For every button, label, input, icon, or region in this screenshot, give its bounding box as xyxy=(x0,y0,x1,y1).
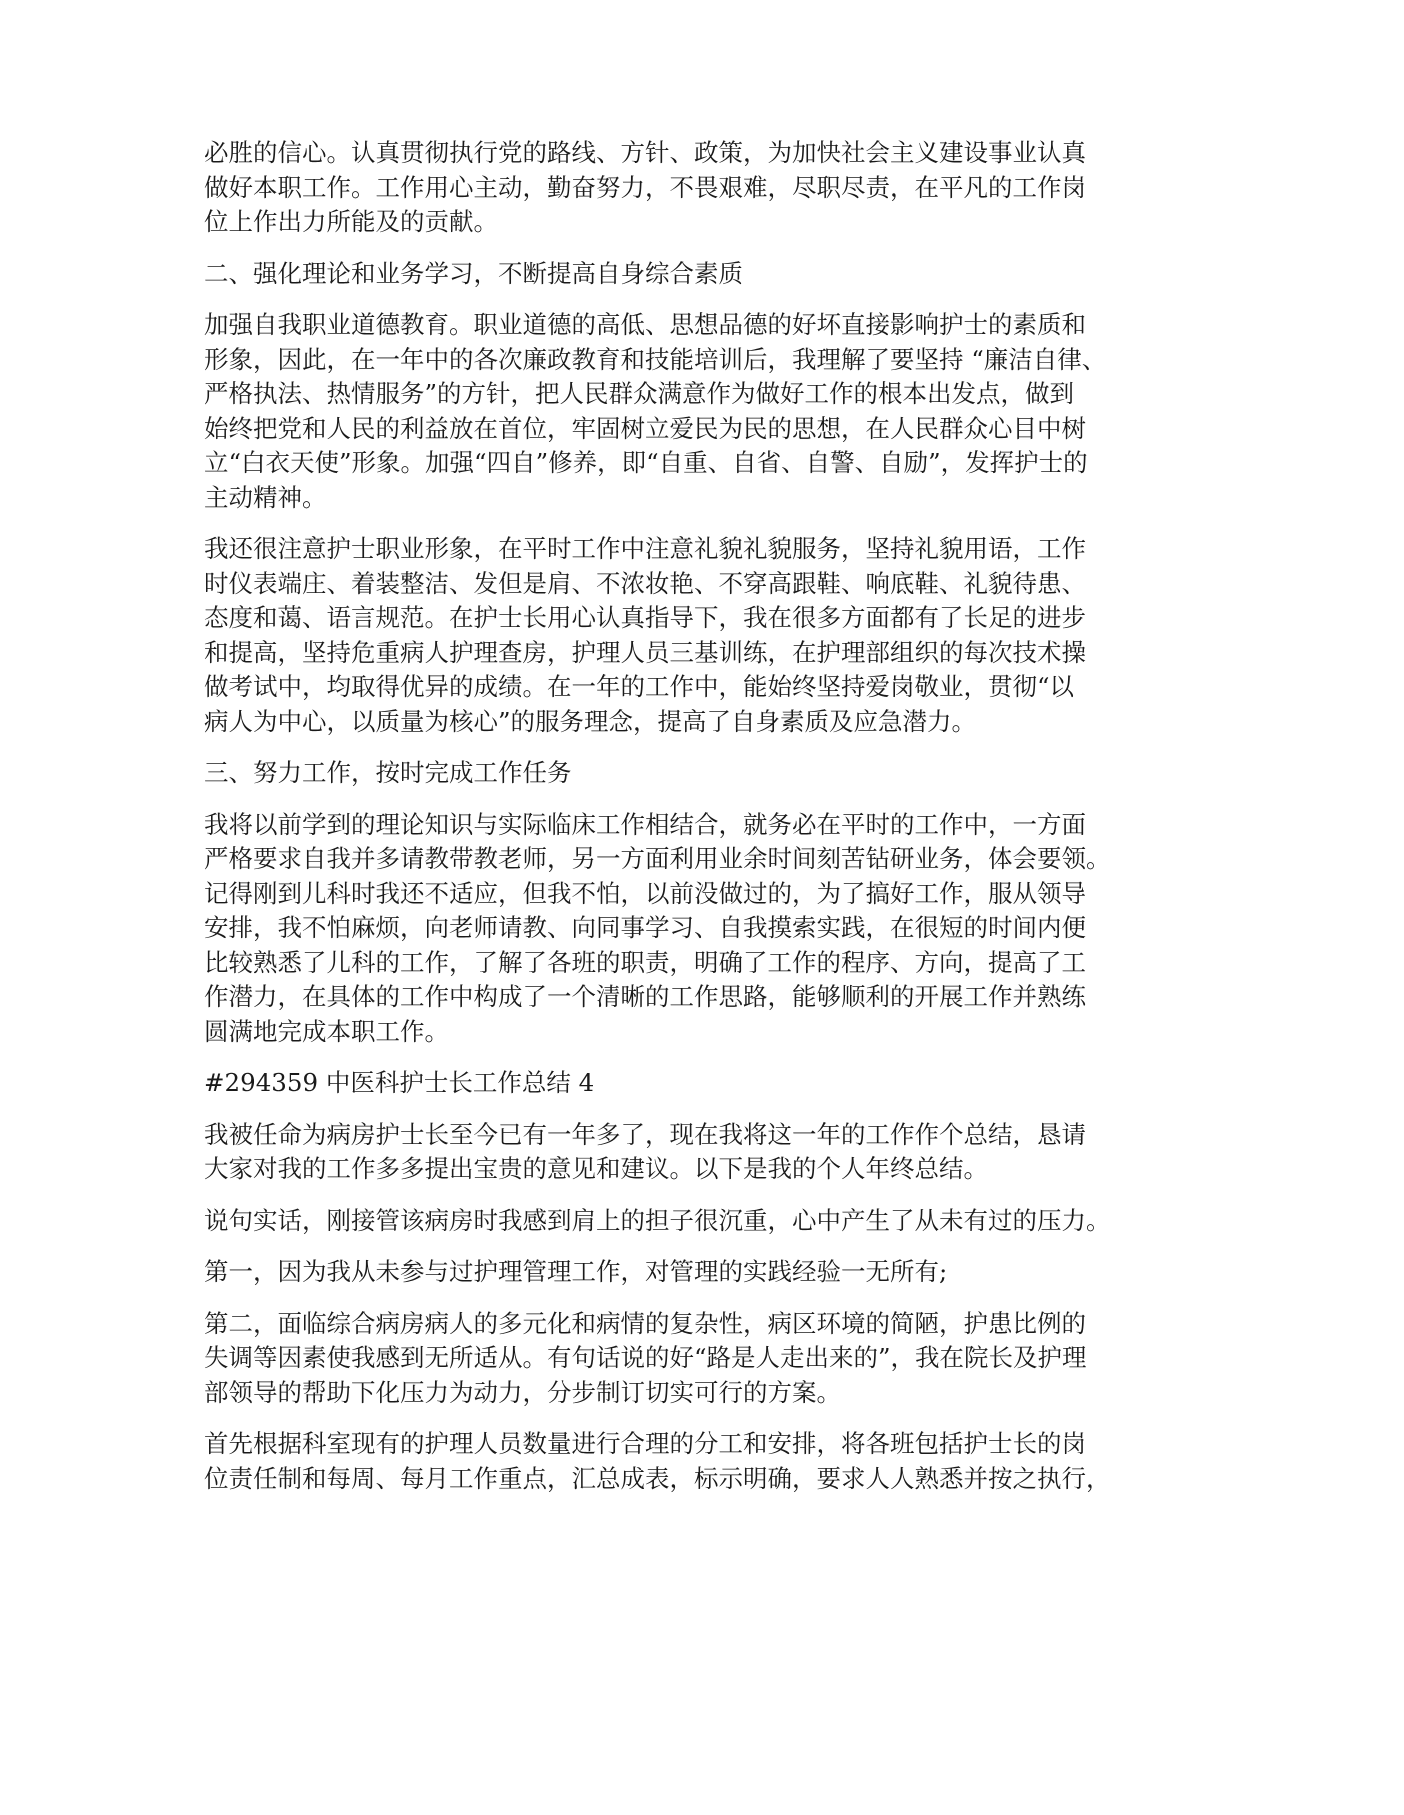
text-line: 严格执法、热情服务”的方针，把人民群众满意作为做好工作的根本出发点，做到 xyxy=(204,379,1075,408)
text-line: 第二，面临综合病房病人的多元化和病情的复杂性，病区环境的简陋，护患比例的 xyxy=(204,1308,1086,1338)
text-line: 做考试中，均取得优异的成绩。在一年的工作中，能始终坚持爱岗敬业，贯彻“以 xyxy=(204,672,1075,701)
document-body xyxy=(204,136,1284,1513)
paragraph xyxy=(204,808,1284,1050)
text-line: 加强自我职业道德教育。职业道德的高低、思想品德的好坏直接影响护士的素质和 xyxy=(204,310,1086,339)
text-line: 失调等因素使我感到无所适从。有句话说的好“路是人走出来的”，我在院长及护理 xyxy=(204,1343,1087,1372)
text-line: 首先根据科室现有的护理人员数量进行合理的分工和安排，将各班包括护士长的岗 xyxy=(204,1429,1086,1458)
text-line: 位上作出力所能及的贡献。 xyxy=(204,207,498,236)
text-line: 三、努力工作，按时完成工作任务 xyxy=(204,758,572,787)
paragraph xyxy=(204,308,1284,515)
text-line: 形象，因此，在一年中的各次廉政教育和技能培训后，我理解了要坚持 “廉洁自律、 xyxy=(204,344,1107,374)
paragraph xyxy=(204,1118,1284,1187)
text-line: 二、强化理论和业务学习，不断提高自身综合素质 xyxy=(204,258,743,288)
text-line: 态度和蔼、语言规范。在护士长用心认真指导下，我在很多方面都有了长足的进步 xyxy=(204,603,1086,632)
text-line: 位责任制和每周、每月工作重点，汇总成表，标示明确，要求人人熟悉并按之执行， xyxy=(204,1463,1111,1493)
text-line: 时仪表端庄、着装整洁、发但是肩、不浓妆艳、不穿高跟鞋、响底鞋、礼貌待患、 xyxy=(204,568,1086,598)
paragraph xyxy=(204,1204,1284,1239)
text-line: 和提高，坚持危重病人护理查房，护理人员三基训练，在护理部组织的每次技术操 xyxy=(204,637,1086,667)
text-line: 必胜的信心。认真贯彻执行党的路线、方针、政策，为加快社会主义建设事业认真 xyxy=(204,138,1086,167)
paragraph xyxy=(204,1066,1284,1101)
text-line: 我被任命为病房护士长至今已有一年多了，现在我将这一年的工作作个总结，恳请 xyxy=(204,1119,1086,1149)
paragraph xyxy=(204,1427,1284,1496)
text-line: 记得刚到儿科时我还不适应，但我不怕，以前没做过的，为了搞好工作，服从领导 xyxy=(204,878,1086,908)
text-line: 作潜力，在具体的工作中构成了一个清晰的工作思路，能够顺利的开展工作并熟练 xyxy=(204,982,1086,1011)
text-line: 立“白衣天使”形象。加强“四自”修养，即“自重、自省、自警、自励”，发挥护士的 xyxy=(204,448,1088,477)
text-line: 做好本职工作。工作用心主动，勤奋努力，不畏艰难，尽职尽责，在平凡的工作岗 xyxy=(204,172,1086,202)
text-line: 第一，因为我从未参与过护理管理工作，对管理的实践经验一无所有; xyxy=(204,1257,948,1286)
text-line: 安排，我不怕麻烦，向老师请教、向同事学习、自我摸索实践，在很短的时间内便 xyxy=(204,913,1086,942)
text-line: 严格要求自我并多请教带教老师，另一方面利用业余时间刻苦钻研业务，体会要领。 xyxy=(204,844,1111,873)
text-line: 说句实话，刚接管该病房时我感到肩上的担子很沉重，心中产生了从未有过的压力。 xyxy=(204,1205,1111,1235)
text-line: 圆满地完成本职工作。 xyxy=(204,1016,449,1046)
paragraph xyxy=(204,136,1284,240)
paragraph xyxy=(204,532,1284,739)
paragraph xyxy=(204,756,1284,791)
text-line: 主动精神。 xyxy=(204,482,327,512)
paragraph xyxy=(204,257,1284,292)
text-line: 我将以前学到的理论知识与实际临床工作相结合，就务必在平时的工作中，一方面 xyxy=(204,809,1086,839)
text-line: 病人为中心，以质量为核心”的服务理念，提高了自身素质及应急潜力。 xyxy=(204,706,977,736)
text-line: 大家对我的工作多多提出宝贵的意见和建议。以下是我的个人年终总结。 xyxy=(204,1154,988,1183)
text-line: #294359 中医科护士长工作总结 4 xyxy=(204,1068,595,1097)
text-line: 始终把党和人民的利益放在首位，牢固树立爱民为民的思想，在人民群众心目中树 xyxy=(204,413,1086,443)
text-line: 比较熟悉了儿科的工作，了解了各班的职责，明确了工作的程序、方向，提高了工 xyxy=(204,947,1086,977)
text-line: 我还很注意护士职业形象，在平时工作中注意礼貌礼貌服务，坚持礼貌用语，工作 xyxy=(204,534,1086,563)
paragraph xyxy=(204,1307,1284,1411)
paragraph xyxy=(204,1255,1284,1290)
text-line: 部领导的帮助下化压力为动力，分步制订切实可行的方案。 xyxy=(204,1377,841,1407)
